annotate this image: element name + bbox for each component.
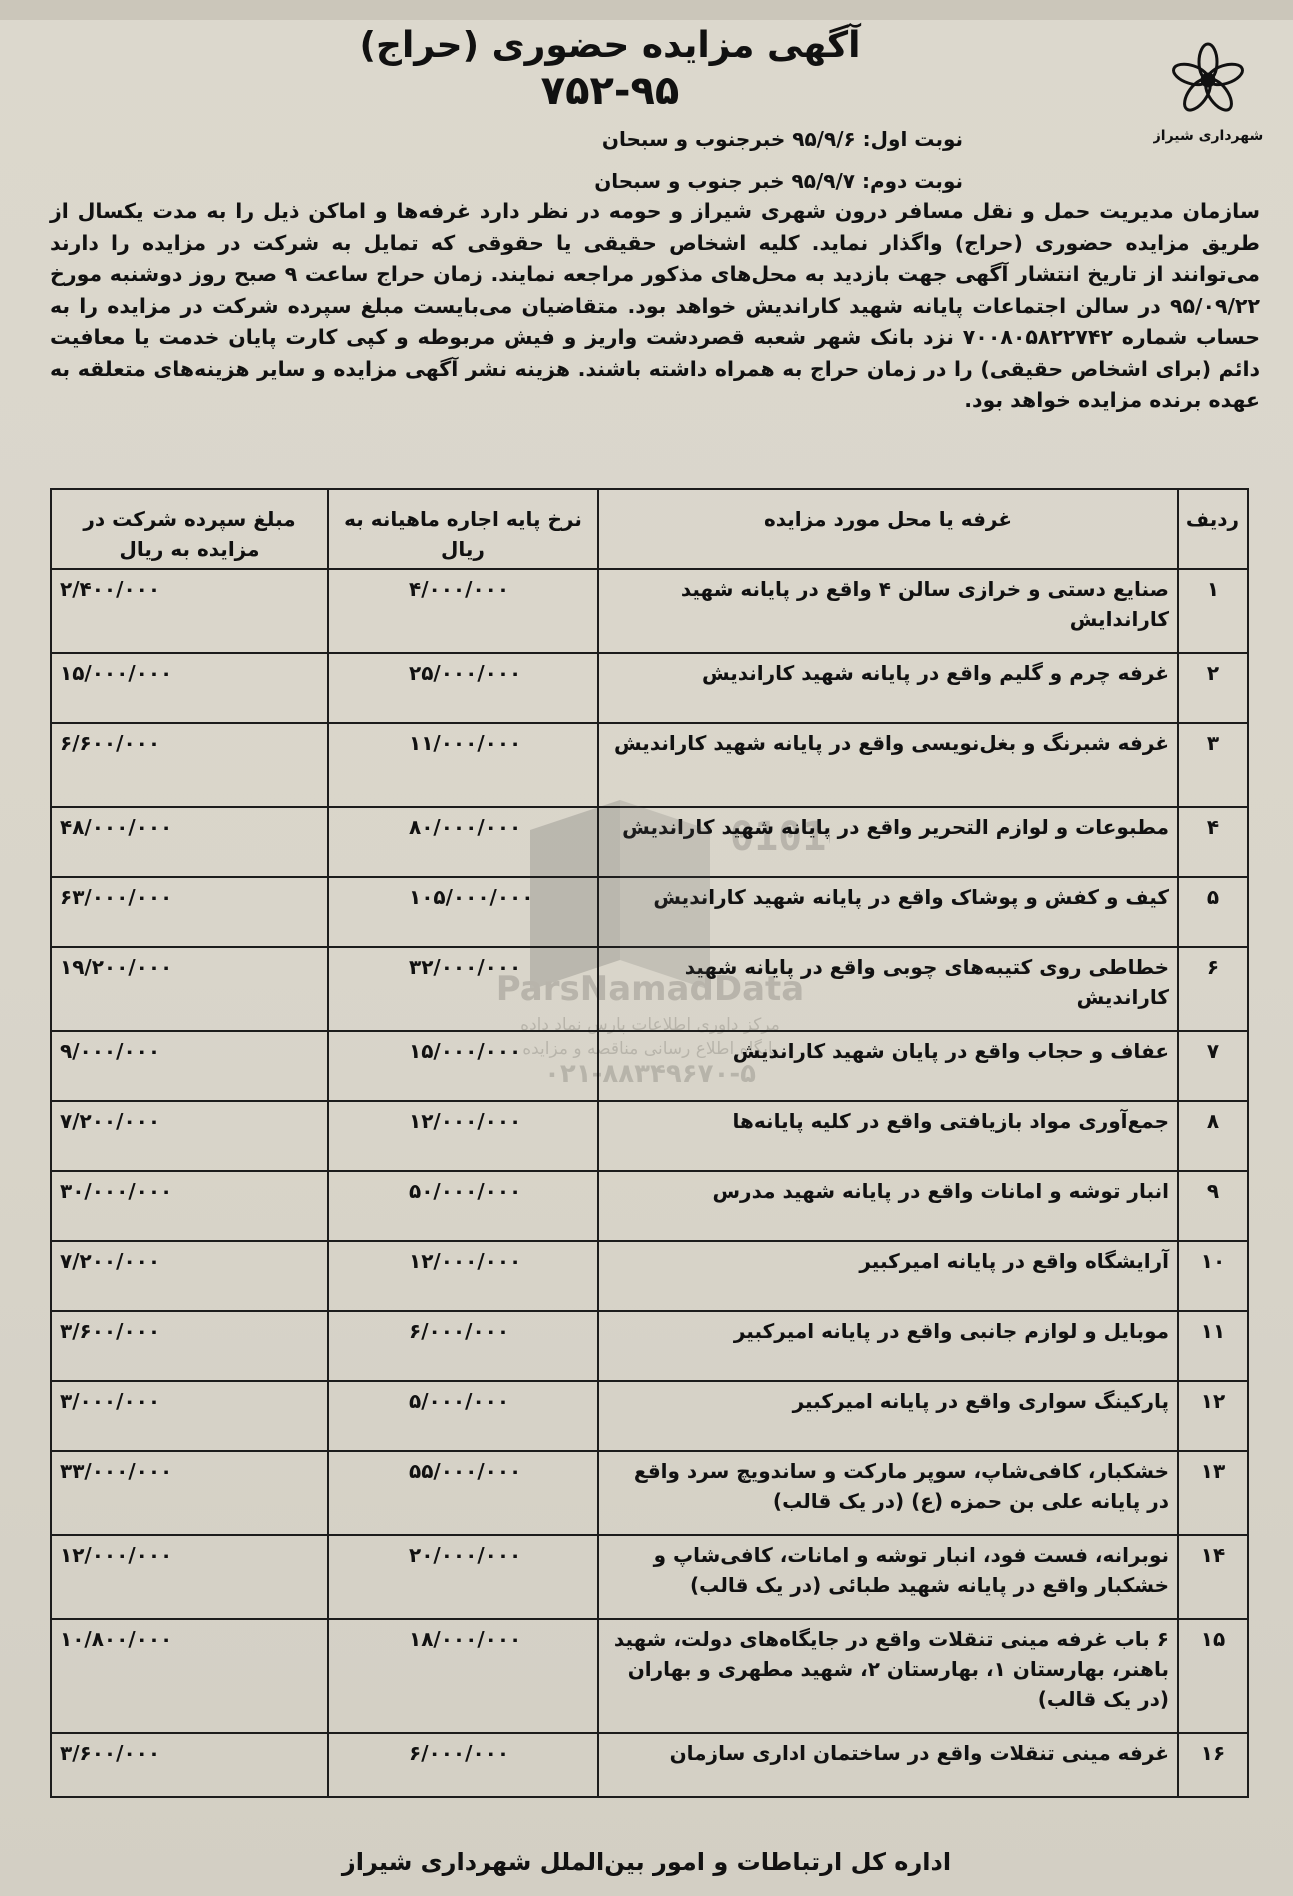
row-place: عفاف و حجاب واقع در پایان شهید کاراندیش <box>598 1031 1178 1101</box>
ad-title: آگهی مزایده حضوری (حراج) <box>359 25 861 66</box>
table-row <box>51 653 1248 723</box>
shiraz-municipality-logo <box>1153 40 1263 150</box>
table-row <box>51 1241 1248 1311</box>
row-index: ۵ <box>1178 877 1248 947</box>
row-index: ۷ <box>1178 1031 1248 1101</box>
watermark-digits: 0101 <box>730 814 827 860</box>
row-index: ۴ <box>1178 807 1248 877</box>
row-base-rent: ۶/۰۰۰/۰۰۰ <box>328 1311 598 1381</box>
table-row <box>51 1451 1248 1535</box>
row-place: مطبوعات و لوازم التحریر واقع در پایانه شهید کاراندیش <box>598 807 1178 877</box>
row-base-rent: ۲۰/۰۰۰/۰۰۰ <box>328 1535 598 1619</box>
table-header-row <box>51 489 1248 569</box>
row-index: ۳ <box>1178 723 1248 807</box>
row-place: جمع‌آوری مواد بازیافتی واقع در کلیه پایانه‌ها <box>598 1101 1178 1171</box>
table-row <box>51 807 1248 877</box>
row-deposit: ۲/۴۰۰/۰۰۰ <box>51 569 328 653</box>
row-index: ۱۳ <box>1178 1451 1248 1535</box>
row-base-rent: ۱۵/۰۰۰/۰۰۰ <box>328 1031 598 1101</box>
row-deposit: ۴۸/۰۰۰/۰۰۰ <box>51 807 328 877</box>
row-deposit: ۳/۰۰۰/۰۰۰ <box>51 1381 328 1451</box>
row-deposit: ۱۹/۲۰۰/۰۰۰ <box>51 947 328 1031</box>
row-base-rent: ۵/۰۰۰/۰۰۰ <box>328 1381 598 1451</box>
row-place: آرایشگاه واقع در پایانه امیرکبیر <box>598 1241 1178 1311</box>
row-index: ۱۰ <box>1178 1241 1248 1311</box>
table-row <box>51 1031 1248 1101</box>
row-index: ۱ <box>1178 569 1248 653</box>
row-deposit: ۹/۰۰۰/۰۰۰ <box>51 1031 328 1101</box>
row-deposit: ۷/۲۰۰/۰۰۰ <box>51 1101 328 1171</box>
table-row <box>51 1619 1248 1733</box>
row-index: ۸ <box>1178 1101 1248 1171</box>
row-base-rent: ۱۲/۰۰۰/۰۰۰ <box>328 1101 598 1171</box>
row-place: غرفه مینی تنقلات واقع در ساختمان اداری سازمان <box>598 1733 1178 1797</box>
table-row <box>51 1733 1248 1797</box>
row-index: ۱۶ <box>1178 1733 1248 1797</box>
row-place: انبار توشه و امانات واقع در پایانه شهید مدرس <box>598 1171 1178 1241</box>
auction-items-table <box>50 488 1249 1798</box>
row-place: موبایل و لوازم جانبی واقع در پایانه امیرکبیر <box>598 1311 1178 1381</box>
row-place: صنایع دستی و خرازی سالن ۴ واقع در پایانه شهید کاراندایش <box>598 569 1178 653</box>
row-place: ۶ باب غرفه مینی تنقلات واقع در جایگاه‌های دولت، شهید باهنر، بهارستان ۱، بهارستان ۲، شهید مطهری و بهاران (در یک قالب) <box>598 1619 1178 1733</box>
table-row <box>51 1311 1248 1381</box>
row-deposit: ۱۲/۰۰۰/۰۰۰ <box>51 1535 328 1619</box>
table-row <box>51 723 1248 807</box>
row-base-rent: ۶/۰۰۰/۰۰۰ <box>328 1733 598 1797</box>
row-deposit: ۳۰/۰۰۰/۰۰۰ <box>51 1171 328 1241</box>
row-deposit: ۳/۶۰۰/۰۰۰ <box>51 1733 328 1797</box>
row-index: ۱۴ <box>1178 1535 1248 1619</box>
row-index: ۶ <box>1178 947 1248 1031</box>
ad-number: ۷۵۲-۹۵ <box>540 68 680 114</box>
row-base-rent: ۱۸/۰۰۰/۰۰۰ <box>328 1619 598 1733</box>
table-row <box>51 1171 1248 1241</box>
header-place: غرفه یا محل مورد مزایده <box>598 489 1178 569</box>
header-deposit: مبلغ سپرده شرکت در مزایده به ریال <box>51 489 328 569</box>
row-index: ۱۱ <box>1178 1311 1248 1381</box>
row-base-rent: ۸۰/۰۰۰/۰۰۰ <box>328 807 598 877</box>
row-place: خطاطی روی کتیبه‌های چوبی واقع در پایانه شهید کاراندیش <box>598 947 1178 1031</box>
table-row <box>51 877 1248 947</box>
row-deposit: ۱۵/۰۰۰/۰۰۰ <box>51 653 328 723</box>
row-index: ۱۲ <box>1178 1381 1248 1451</box>
row-deposit: ۳۳/۰۰۰/۰۰۰ <box>51 1451 328 1535</box>
row-deposit: ۷/۲۰۰/۰۰۰ <box>51 1241 328 1311</box>
watermark-brand: ParsNamadData <box>495 969 805 1009</box>
page-top-strip <box>0 0 1293 20</box>
row-index: ۱۵ <box>1178 1619 1248 1733</box>
row-deposit: ۳/۶۰۰/۰۰۰ <box>51 1311 328 1381</box>
table-row <box>51 947 1248 1031</box>
svg-text:شهرداری شیراز: شهرداری شیراز <box>1153 128 1263 144</box>
row-deposit: ۶۳/۰۰۰/۰۰۰ <box>51 877 328 947</box>
row-base-rent: ۵۵/۰۰۰/۰۰۰ <box>328 1451 598 1535</box>
row-base-rent: ۴/۰۰۰/۰۰۰ <box>328 569 598 653</box>
table-row <box>51 1535 1248 1619</box>
row-deposit: ۱۰/۸۰۰/۰۰۰ <box>51 1619 328 1733</box>
table-row <box>51 1381 1248 1451</box>
row-place: خشکبار، کافی‌شاپ، سوپر مارکت و ساندویچ سرد واقع در پایانه علی بن حمزه (ع) (در یک قالب) <box>598 1451 1178 1535</box>
row-index: ۹ <box>1178 1171 1248 1241</box>
row-base-rent: ۳۲/۰۰۰/۰۰۰ <box>328 947 598 1031</box>
row-base-rent: ۵۰/۰۰۰/۰۰۰ <box>328 1171 598 1241</box>
watermark-line1: مرکز داوری اطلاعات پارس نماد داده <box>520 1015 780 1035</box>
row-base-rent: ۱۰۵/۰۰۰/۰۰۰ <box>328 877 598 947</box>
row-place: غرفه شبرنگ و بغل‌نویسی واقع در پایانه شهید کاراندیش <box>598 723 1178 807</box>
watermark-line2: پایگاه اطلاع رسانی مناقصه و مزایده <box>522 1039 778 1059</box>
row-base-rent: ۱۲/۰۰۰/۰۰۰ <box>328 1241 598 1311</box>
header-base-rent: نرخ پایه اجاره ماهیانه به ریال <box>328 489 598 569</box>
row-place: غرفه چرم و گلیم واقع در پایانه شهید کاراندیش <box>598 653 1178 723</box>
row-index: ۲ <box>1178 653 1248 723</box>
footer-office: اداره کل ارتباطات و امور بین‌الملل شهرداری شیراز <box>341 1848 952 1876</box>
watermark-phone: ۰۲۱-۸۸۳۴۹۶۷۰-۵ <box>543 1059 757 1089</box>
row-base-rent: ۲۵/۰۰۰/۰۰۰ <box>328 653 598 723</box>
row-place: نوبرانه، فست فود، انبار توشه و امانات، کافی‌شاپ و خشکبار واقع در پایانه شهید طبائی (در یک قالب) <box>598 1535 1178 1619</box>
table-row <box>51 1101 1248 1171</box>
row-place: پارکینگ سواری واقع در پایانه امیرکبیر <box>598 1381 1178 1451</box>
row-deposit: ۶/۶۰۰/۰۰۰ <box>51 723 328 807</box>
issue-second: نوبت دوم: ۹۵/۹/۷ خبر جنوب و سبحان <box>594 169 963 193</box>
header-row-number: ردیف <box>1178 489 1248 569</box>
table-row <box>51 569 1248 653</box>
issue-first: نوبت اول: ۹۵/۹/۶ خبرجنوب و سبحان <box>601 127 963 151</box>
flower-logo-icon <box>1153 40 1263 150</box>
intro-paragraph: سازمان مدیریت حمل و نقل مسافر درون شهری شیراز و حومه در نظر دارد غرفه‌ها و اماکن ذیل را به مدت یکسال از طریق مزایده حضوری (حراج) واگذار نماید. کلیه اشخاص حقیقی یا حقوقی که تمایل به شرکت در مزایده را دارند می‌توانند از تاریخ انتشار آگهی جهت بازدید به محل‌های مذکور مراجعه نمایند. زمان حراج ساعت ۹ صبح روز دوشنبه مورخ ۹۵/۰۹/۲۲ در سالن اجتماعات پایانه شهید کاراندیش خواهد بود. متقاضیان می‌بایست مبلغ سپرده شرکت در مزایده را به حساب شماره ۷۰۰۸۰۵۸۲۲۷۴۲ نزد بانک شهر شعبه قصردشت واریز و فیش مربوطه و کپی کارت پایان خدمت یا معافیت دائم (برای اشخاص حقیقی) را در زمان حراج به همراه داشته باشند. هزینه نشر آگهی مزایده و سایر هزینه‌های متعلقه به عهده برنده مزایده خواهد بود. <box>50 199 1260 412</box>
row-base-rent: ۱۱/۰۰۰/۰۰۰ <box>328 723 598 807</box>
row-place: کیف و کفش و پوشاک واقع در پایانه شهید کاراندیش <box>598 877 1178 947</box>
